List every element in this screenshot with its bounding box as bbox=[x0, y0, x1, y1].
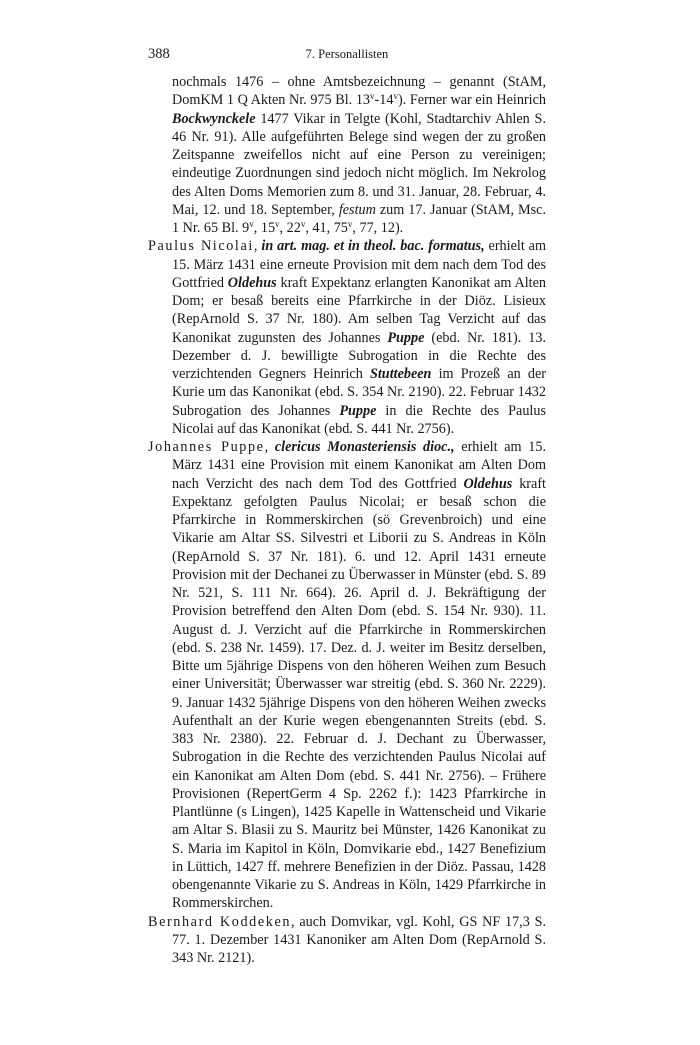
italic-term: clericus Monasteriensis dioc., bbox=[274, 439, 455, 455]
italic-term: Puppe bbox=[339, 402, 377, 419]
italic-term: Bockwynckele bbox=[172, 110, 256, 127]
text-run: (ebd. Nr. 181). 13. Dezember d. J. bewilligte Subrogation in die Rechte des verzichtenden Gegners Heinrich bbox=[172, 329, 546, 382]
text-run: , 41, 75 bbox=[305, 220, 348, 236]
text-run: , 77, 12). bbox=[352, 220, 404, 236]
italic-term: Puppe bbox=[387, 329, 425, 346]
italic-term: Oldehus bbox=[463, 475, 513, 492]
superscript: v bbox=[300, 219, 306, 229]
italic-term: in art. mag. et in theol. bac. formatus, bbox=[261, 238, 485, 255]
person-name: Johannes Puppe bbox=[148, 439, 265, 455]
page-body bbox=[148, 73, 546, 967]
italic-term: Stuttebeen bbox=[369, 366, 432, 382]
page-number: 388 bbox=[148, 46, 170, 62]
superscript: v bbox=[347, 219, 353, 229]
text-run: nochmals 1476 – ohne Amtsbezeichnung – genannt (StAM, DomKM 1 Q Akten Nr. 975 Bl. 13 bbox=[172, 74, 546, 109]
italic-term: Oldehus bbox=[227, 274, 277, 291]
text-run: -14 bbox=[374, 92, 394, 109]
text-run: erhielt am 15. März 1431 eine erneute Provision mit dem nach dem Tod des Gottfried bbox=[172, 238, 547, 291]
running-title: 7. Personallisten bbox=[305, 47, 389, 61]
text-run: erhielt am 15. März 1431 eine Provision mit einem Kanonikat am Alten Dom nach Verzicht des nach dem Tod des Gottfried bbox=[172, 439, 546, 492]
superscript: v bbox=[393, 91, 398, 102]
text-run: , bbox=[264, 439, 275, 455]
running-header bbox=[148, 46, 546, 68]
text-run: kraft Expektanz erlangten Kanonikat am Alten Dom; er besaß bereits eine Pfarrkirche in der Diöz. Lisieux (RepArnold S. 37 Nr. 180). Am selben Tag Verzicht auf das Kanonikat zugunsten des Johannes bbox=[172, 274, 546, 346]
entry-bernhard-koddeken bbox=[148, 913, 546, 968]
entry-continued bbox=[148, 73, 546, 237]
entry-johannes-puppe bbox=[148, 438, 546, 913]
text-run: ). Ferner war ein Heinrich bbox=[397, 92, 546, 109]
text-run: zum 17. Januar (StAM, Msc. 1 Nr. 65 Bl. 9 bbox=[172, 201, 546, 236]
person-name: Bernhard Koddeken bbox=[148, 913, 292, 930]
text-run: in die Rechte des Paulus Nicolai auf das Kanonikat (ebd. S. 441 Nr. 2756). bbox=[172, 402, 546, 437]
text-run: , auch Domvikar, vgl. Kohl, GS NF 17,3 S. 77. 1. Dezember 1431 Kanoniker am Alten Dom (RepArnold S. 343 Nr. 2121). bbox=[172, 913, 547, 966]
text-run: im Prozeß an der Kurie um das Kanonikat (ebd. S. 354 Nr. 2190). 22. Februar 1432 Subrogation des Johannes bbox=[172, 366, 546, 419]
superscript: v bbox=[249, 219, 254, 229]
text-run: 1477 Vikar in Telgte (Kohl, Stadtarchiv Ahlen S. 46 Nr. 91). Alle aufgeführten Belege sind wegen der zu großen Zeitspanne zweifellos nicht auf eine Person zu vereinigen; eindeutige Zuordnungen sind jedoch nicht möglich. Im Nekrolog des Alten Doms Memorien zum 8. und 31. Januar, 28. Februar, 4. Mai, 12. und 18. September, bbox=[172, 110, 546, 218]
italic-term: festum bbox=[338, 201, 376, 218]
superscript: v bbox=[370, 91, 375, 102]
text-run: , bbox=[253, 238, 262, 255]
superscript: v bbox=[275, 219, 280, 229]
text-run: , 15 bbox=[253, 220, 276, 236]
person-name: Paulus Nicolai bbox=[148, 238, 254, 255]
text-run: , 22 bbox=[279, 220, 301, 236]
entry-paulus-nicolai bbox=[148, 237, 546, 438]
text-run: kraft Expektanz gefolgten Paulus Nicolai; er besaß schon die Pfarrkirche in Rommerskirchen (sö Grevenbroich) und eine Vikarie am Altar SS. Silvestri et Liborii zu S. Andreas in Köln (RepArnold S. 37 Nr. 181). 6. und 12. April 1431 erneute Provision mit der Dechanei zu Überwasser in Münster (ebd. S. 89 Nr. 521, S. 111 Nr. 664). 26. April d. J. Bekräftigung der Provision betreffend den Alten Dom (ebd. S. 154 Nr. 930). 11. August d. J. Verzicht auf die Pfarrkirche in Rommerskirchen (ebd. S. 238 Nr. 1459). 17. Dez. d. J. weiter im Besitz derselben, Bitte um 5jährige Dispens von den höheren Weihen zum Besuch einer Universität; Überwasser war streitig (ebd. S. 360 Nr. 2229). 9. Januar 1432 5jährige Dispens von den höheren Weihen zwecks Aufenthalt an der Kurie wegen ebengenannten Streits (ebd. S. 383 Nr. 2380). 22. Februar d. J. Dechant zu Überwasser, Subrogation in die Rechte des verzichtenden Paulus Nicolai auf ein Kanonikat am Alten Dom (ebd. S. 441 Nr. 2756). – Frühere Provisionen (RepertGerm 4 Sp. 2262 f.): 1423 Pfarrkirche in Plantlünne (s Lingen), 1425 Kapelle in Wattenscheid und Vikarie am Altar S. Blasii zu S. Mauritz bei Münster, 1426 Kanonikat zu S. Maria im Kapitol in Köln, Domvikarie ebd., 1427 Benefizium in Lüttich, 1427 ff. mehrere Benefizien in der Diöz. Passau, 1428 obengenannte Vikarie zu S. Andreas in Köln, 1429 Pfarrkirche in Rommerskirchen. bbox=[172, 475, 546, 912]
